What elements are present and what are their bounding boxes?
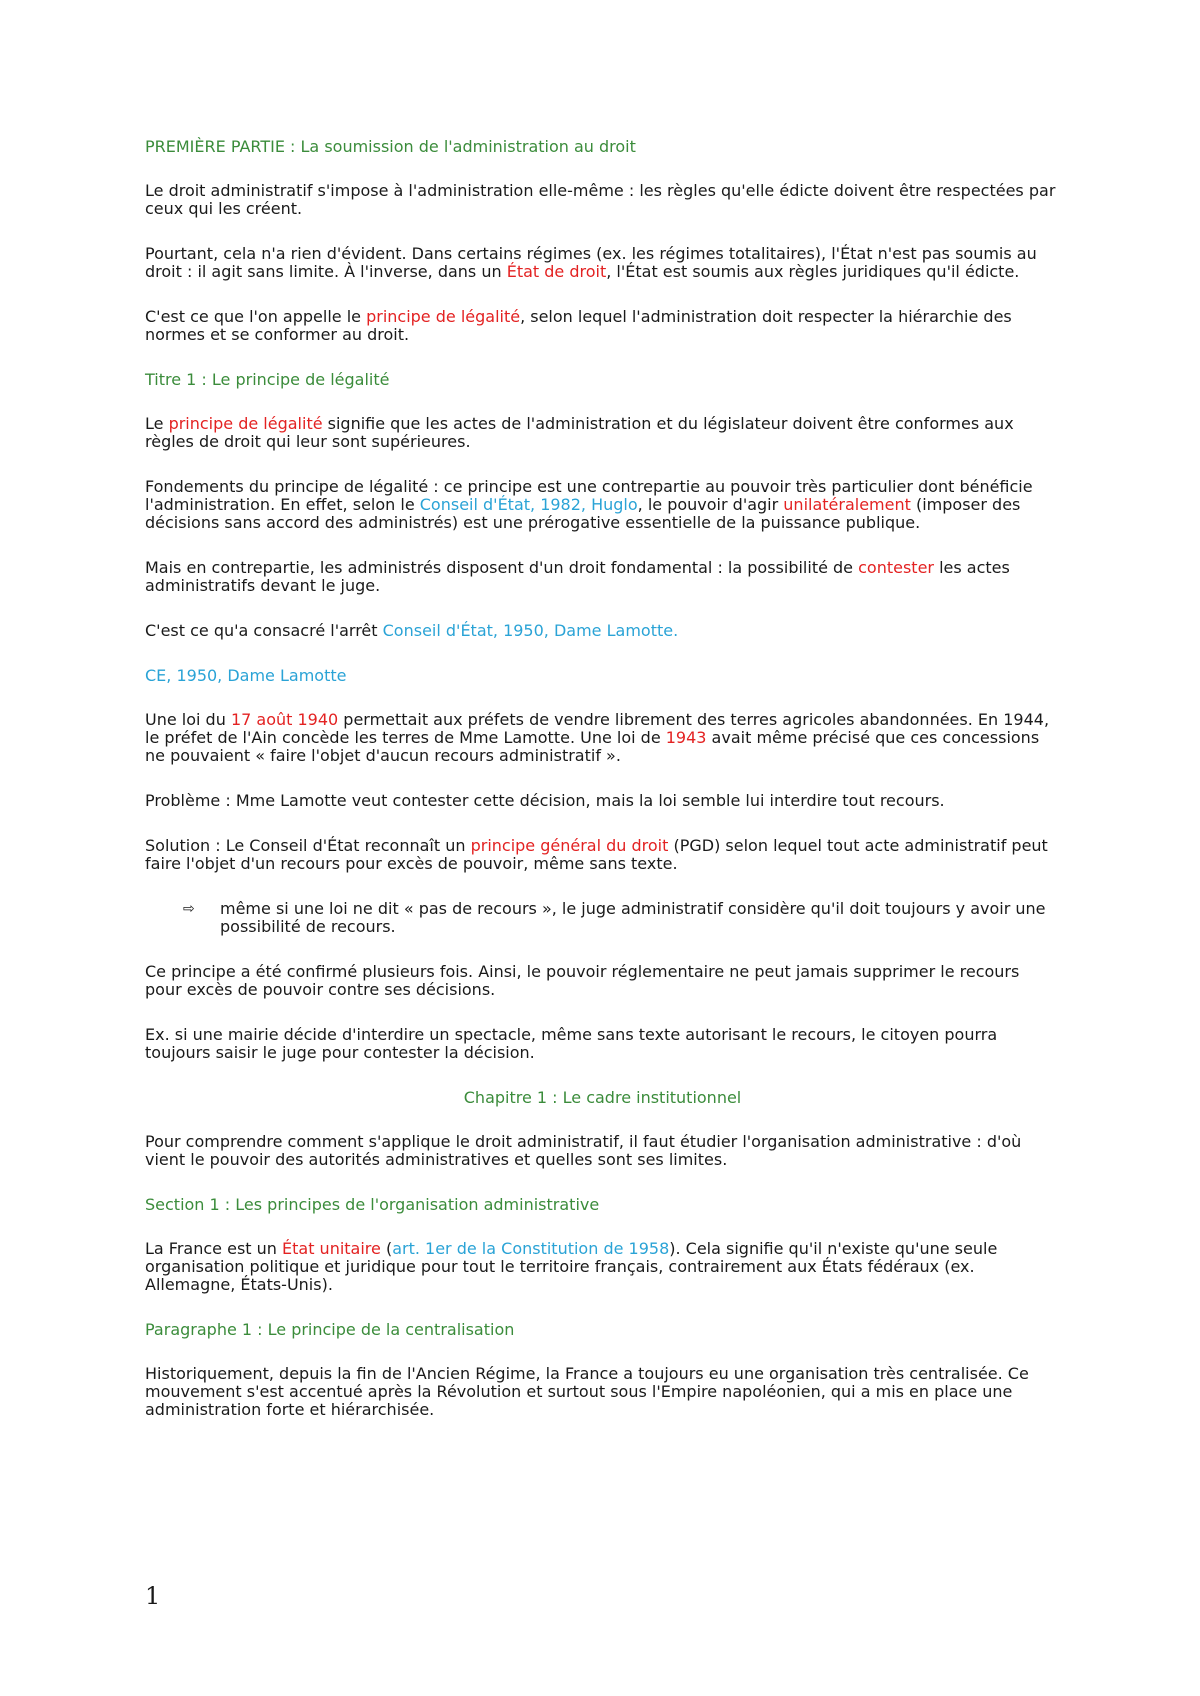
- case-reference-huglo: Conseil d'État, 1982, Huglo: [419, 495, 638, 514]
- paragraph-heading: Paragraphe 1 : Le principe de la centralisation: [145, 1320, 515, 1339]
- text: Mais en contrepartie, les administrés disposent d'un droit fondamental : la possibilité de: [145, 558, 859, 577]
- text: , l'État est soumis aux règles juridiques qu'il édicte.: [606, 262, 1020, 281]
- text: permettait aux préfets de vendre librement des terres agricoles abandonnées. En 1944, le préfet de l'Ain concède les terres de Mme Lamotte. Une loi de: [145, 710, 1050, 747]
- document-page: [145, 138, 1060, 1446]
- text: (: [380, 1239, 393, 1258]
- text: Fondements du principe de légalité : ce principe est une contrepartie au pouvoir très particulier dont bénéficie l'administration. En effet, selon le: [145, 477, 1033, 514]
- text: (PGD) selon lequel tout acte administratif peut faire l'objet d'un recours pour excès de pouvoir, même sans texte.: [145, 836, 1048, 873]
- paragraph-intro: Le droit administratif s'impose à l'administration elle-même : les règles qu'elle édicte doivent être respectées par ceux qui les créent.: [145, 181, 1056, 218]
- highlight-etat-de-droit: État de droit: [506, 262, 607, 281]
- paragraph-fondements: [145, 478, 1060, 532]
- text: ). Cela signifie qu'il n'existe qu'une seule organisation politique et juridique pour tout le territoire français, contrairement aux États fédéraux (ex. Allemagne, États-Unis).: [145, 1239, 998, 1294]
- text: , le pouvoir d'agir: [637, 495, 784, 514]
- case-heading: CE, 1950, Dame Lamotte: [145, 666, 347, 685]
- paragraph-confirmation: Ce principe a été confirmé plusieurs fois. Ainsi, le pouvoir réglementaire ne peut jamais supprimer le recours pour excès de pouvoir contre ses décisions.: [145, 962, 1020, 999]
- paragraph-probleme: Problème : Mme Lamotte veut contester cette décision, mais la loi semble lui interdire tout recours.: [145, 791, 945, 810]
- paragraph-contrepartie: [145, 559, 1060, 595]
- constitution-reference: art. 1er de la Constitution de 1958: [392, 1239, 670, 1258]
- paragraph-etat-de-droit: [145, 245, 1060, 281]
- highlight-contester: contester: [858, 558, 934, 577]
- bullet-item: [145, 900, 1060, 936]
- highlight-unilateralement: unilatéralement: [783, 495, 911, 514]
- highlight-principe-legalite: principe de légalité: [168, 414, 323, 433]
- text: C'est ce que l'on appelle le: [145, 307, 367, 326]
- page-number: 1: [145, 1582, 161, 1610]
- paragraph-centralisation: Historiquement, depuis la fin de l'Ancien Régime, la France a toujours eu une organisation très centralisée. Ce mouvement s'est accentué après la Révolution et surtout sous l'Empire napoléonien, qui a mis en place une administration forte et hiérarchisée.: [145, 1364, 1029, 1419]
- highlight-pgd: principe général du droit: [470, 836, 669, 855]
- paragraph-faits: [145, 711, 1060, 765]
- highlight-date-1940: 17 août 1940: [230, 710, 339, 729]
- chapter-heading: Chapitre 1 : Le cadre institutionnel: [463, 1088, 742, 1107]
- highlight-principe-legalite: principe de légalité: [366, 307, 521, 326]
- text: avait même précisé que ces concessions ne pouvaient « faire l'objet d'aucun recours administratif ».: [145, 728, 1040, 765]
- arrow-bullet-icon: ⇨: [183, 901, 195, 917]
- paragraph-exemple: Ex. si une mairie décide d'interdire un spectacle, même sans texte autorisant le recours, le citoyen pourra toujours saisir le juge pour contester la décision.: [145, 1025, 998, 1062]
- paragraph-definition: [145, 415, 1060, 451]
- text: (imposer des décisions sans accord des administrés) est une prérogative essentielle de la puissance publique.: [145, 495, 1021, 532]
- text: , selon lequel l'administration doit respecter la hiérarchie des normes et se conformer au droit.: [145, 307, 1012, 344]
- bullet-text: même si une loi ne dit « pas de recours », le juge administratif considère qu'il doit toujours y avoir une possibilité de recours.: [220, 899, 1046, 936]
- text: C'est ce qu'a consacré l'arrêt: [145, 621, 383, 640]
- case-reference-lamotte: Conseil d'État, 1950, Dame Lamotte.: [382, 621, 679, 640]
- text: Pourtant, cela n'a rien d'évident. Dans certains régimes (ex. les régimes totalitaires), l'État n'est pas soumis au droit : il agit sans limite. À l'inverse, dans un: [145, 244, 1037, 281]
- paragraph-solution: [145, 837, 1060, 873]
- text: signifie que les actes de l'administration et du législateur doivent être conformes aux règles de droit qui leur sont supérieures.: [145, 414, 1014, 451]
- text: Solution : Le Conseil d'État reconnaît un: [145, 836, 471, 855]
- text: les actes administratifs devant le juge.: [145, 558, 1010, 595]
- highlight-date-1943: 1943: [665, 728, 707, 747]
- paragraph-organisation: Pour comprendre comment s'applique le droit administratif, il faut étudier l'organisation administrative : d'où vient le pouvoir des autorités administratives et quelles sont ses limites.: [145, 1132, 1022, 1169]
- highlight-etat-unitaire: État unitaire: [282, 1239, 381, 1258]
- text: Le: [145, 414, 169, 433]
- paragraph-principe-legalite: [145, 308, 1060, 344]
- section-heading: Section 1 : Les principes de l'organisation administrative: [145, 1195, 600, 1214]
- text: La France est un: [145, 1239, 282, 1258]
- title-heading: Titre 1 : Le principe de légalité: [145, 370, 390, 389]
- text: Une loi du: [145, 710, 231, 729]
- paragraph-etat-unitaire: [145, 1240, 1060, 1294]
- paragraph-arret: [145, 622, 1060, 640]
- part-heading: PREMIÈRE PARTIE : La soumission de l'administration au droit: [145, 137, 636, 156]
